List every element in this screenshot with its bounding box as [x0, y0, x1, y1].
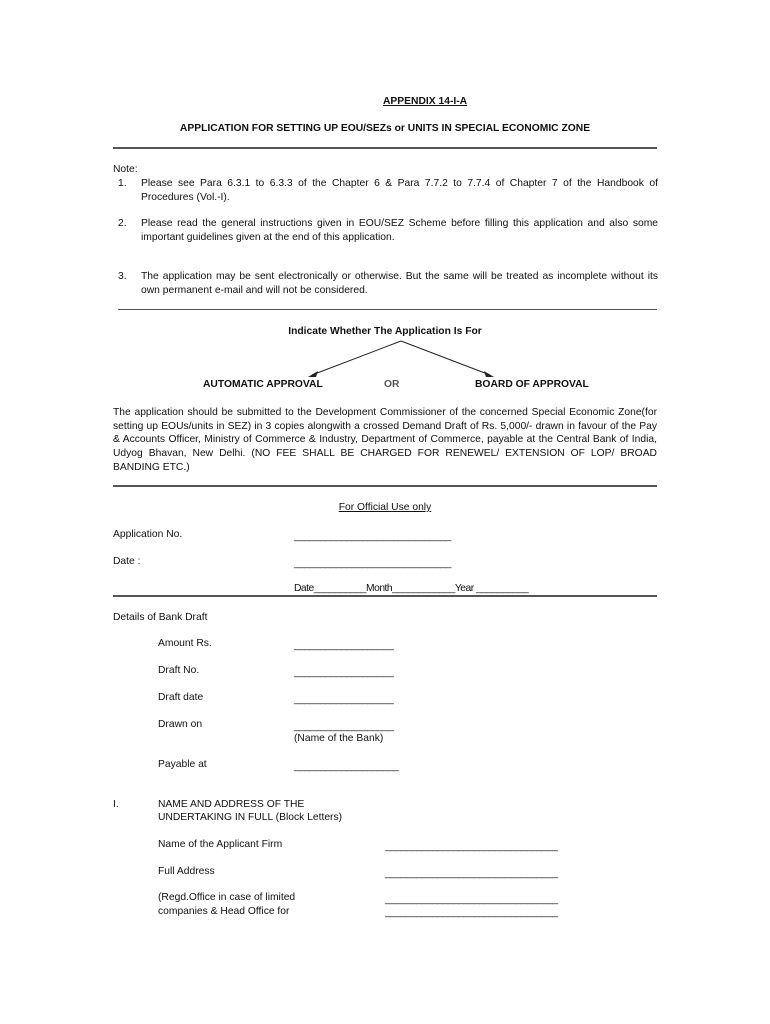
submission-divider [113, 485, 657, 487]
date-label: Date : [113, 556, 141, 567]
appendix-label: APPENDIX 14-I-A [383, 96, 468, 107]
note-number: 3. [118, 271, 127, 282]
draft-no-field[interactable]: ___________________ [294, 667, 394, 678]
official-divider [113, 595, 657, 597]
submission-instructions: The application should be submitted to the Development Commissioner of the concerned Special Economic Zone(for setting up EOUs/units in SEZ) in 3 copies alongwith a crossed Demand Draft of Rs. 5,000/- drawn in favour of the Pay & Accounts Officer, Ministry of Commerce & Industry, Department of Commerce, payable at the Central Bank of India, Udyog Bhavan, New Delhi. (NO FEE SHALL BE CHARGED FOR RENEWEL/ EXTENSION OF LOP/ BROAD BANDING ETC.) [113, 407, 657, 473]
draft-date-field[interactable]: ___________________ [294, 694, 394, 705]
note-label: Note: [113, 164, 138, 175]
drawn-on-field[interactable]: ___________________ [294, 721, 394, 732]
bank-draft-heading: Details of Bank Draft [113, 612, 208, 623]
note-number: 2. [118, 218, 127, 229]
approval-heading: Indicate Whether The Application Is For [288, 326, 482, 337]
automatic-approval-option[interactable]: AUTOMATIC APPROVAL [203, 379, 323, 390]
notes-divider [118, 309, 657, 310]
section-heading-line2: UNDERTAKING IN FULL (Block Letters) [158, 812, 343, 823]
section-heading-line1: NAME AND ADDRESS OF THE [158, 799, 305, 810]
note-text: Please read the general instructions given in EOU/SEZ Scheme before filling this application and also some important guidelines given at the end of this application. [141, 218, 658, 243]
drawn-on-label: Drawn on [158, 719, 203, 730]
note-text: Please see Para 6.3.1 to 6.3.3 of the Chapter 6 & Para 7.7.2 to 7.7.4 of Chapter 7 of the Handbook of Procedures (Vol.-I). [141, 178, 658, 203]
regd-office-field[interactable]: _________________________________ [385, 894, 558, 905]
application-no-field[interactable]: ______________________________ [294, 531, 451, 542]
full-address-label: Full Address [158, 866, 215, 877]
draft-no-label: Draft No. [158, 665, 200, 676]
official-use-heading: For Official Use only [338, 502, 432, 513]
section-numeral: I. [113, 799, 119, 810]
date-month-year-field[interactable]: Date__________Month____________Year __________ [294, 583, 529, 594]
title-divider [113, 147, 657, 149]
payable-at-field[interactable]: ____________________ [294, 761, 399, 772]
board-of-approval-option[interactable]: BOARD OF APPROVAL [475, 379, 589, 390]
firm-name-field[interactable]: _________________________________ [385, 841, 558, 852]
payable-at-label: Payable at [158, 759, 207, 770]
full-address-field[interactable]: _________________________________ [385, 868, 558, 879]
bank-name-hint: (Name of the Bank) [294, 733, 384, 744]
regd-office-label-line2: companies & Head Office for [158, 906, 290, 917]
note-text: The application may be sent electronically or otherwise. But the same will be treated as incomplete without its own permanent e-mail and will not be considered. [141, 271, 658, 296]
amount-label: Amount Rs. [158, 638, 212, 649]
date-field[interactable]: ______________________________ [294, 558, 451, 569]
draft-date-label: Draft date [158, 692, 204, 703]
application-no-label: Application No. [113, 529, 183, 540]
regd-office-label-line1: (Regd.Office in case of limited [158, 892, 296, 903]
approval-branch-arrows [300, 338, 510, 384]
amount-field[interactable]: ___________________ [294, 640, 394, 651]
form-title: APPLICATION FOR SETTING UP EOU/SEZs or UNITS IN SPECIAL ECONOMIC ZONE [179, 123, 591, 134]
firm-name-label: Name of the Applicant Firm [158, 839, 283, 850]
note-number: 1. [118, 178, 127, 189]
or-separator: OR [384, 379, 400, 390]
regd-office-field[interactable]: _________________________________ [385, 907, 558, 918]
